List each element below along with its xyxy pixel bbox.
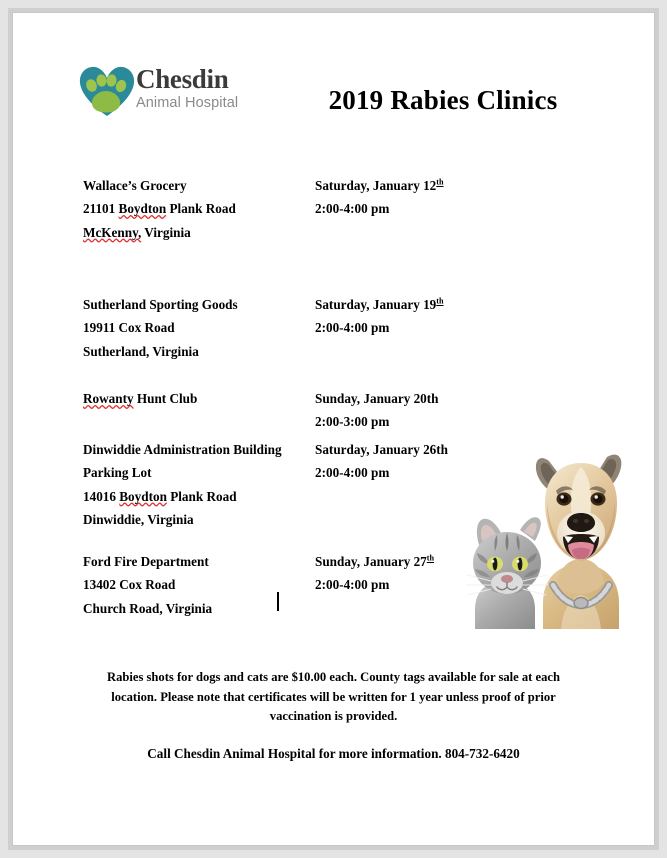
clinic-time: 2:00-4:00 pm — [315, 320, 390, 336]
date-ordinal-suffix: th — [426, 553, 435, 563]
clinic-schedule — [315, 293, 545, 340]
logo-subtitle-text: Animal Hospital — [136, 95, 239, 111]
clinic-location-line: Parking Lot — [83, 465, 152, 481]
clinic-schedule — [315, 174, 545, 221]
logo-name-text: Chesdin — [136, 64, 229, 94]
clinic-location — [83, 293, 323, 363]
clinic-time: 2:00-3:00 pm — [315, 414, 390, 430]
date-ordinal-suffix: th — [436, 177, 444, 187]
clinic-date: Sunday, January 20th — [315, 391, 439, 406]
clinic-date: Sunday, January 27th — [315, 553, 435, 569]
clinic-location — [83, 174, 323, 244]
clinic-date: Saturday, January 19th — [315, 296, 444, 312]
spellcheck-word: McKenny, — [83, 224, 142, 240]
clinic-location — [83, 550, 323, 620]
clinic-schedule — [315, 387, 545, 434]
spellcheck-word: Boydton — [119, 488, 167, 504]
clinic-time: 2:00-4:00 pm — [315, 201, 390, 217]
clinic-location-line: Sutherland Sporting Goods — [83, 297, 238, 312]
clinic-time: 2:00-4:00 pm — [315, 465, 390, 481]
clinic-location-line: McKenny, Virginia — [83, 224, 191, 240]
clinic-location-line: Dinwiddie Administration Building — [83, 442, 282, 457]
clinic-location-line: Church Road, Virginia — [83, 600, 213, 616]
clinic-location-line: 14016 Boydton Plank Road — [83, 488, 237, 504]
heart-paw-logo-icon — [78, 63, 136, 118]
clinic-date: Saturday, January 26th — [315, 442, 449, 457]
clinic-time: 2:00-4:00 pm — [315, 577, 390, 593]
clinic-location-line: Ford Fire Department — [83, 554, 209, 569]
clinic-location-line: 21101 Boydton Plank Road — [83, 201, 236, 217]
spellcheck-word: Rowanty — [83, 391, 134, 406]
clinic-location-line: 13402 Cox Road — [83, 577, 176, 593]
clinic-location-line: 19911 Cox Road — [83, 320, 175, 336]
text-cursor-caret — [277, 592, 279, 611]
clinic-location — [83, 438, 323, 531]
document-page — [13, 13, 654, 845]
logo-wordmark — [136, 65, 261, 111]
clinic-location-line: Sutherland, Virginia — [83, 343, 199, 359]
clinic-location-line: Wallace’s Grocery — [83, 178, 187, 193]
clinic-location-line: Dinwiddie, Virginia — [83, 511, 194, 527]
clinic-location — [83, 387, 323, 410]
page-title: 2019 Rabies Clinics — [328, 85, 558, 115]
clinic-location-line: Rowanty Hunt Club — [83, 391, 198, 406]
contact-note: Call Chesdin Animal Hospital for more information. 804-732-6420 — [147, 746, 520, 761]
pricing-note: Rabies shots for dogs and cats are $10.00 each. County tags available for sale at each location. Please note that certificates will be written for 1 year unless proof of prior vaccination is provided. — [106, 670, 561, 723]
document-header — [13, 13, 654, 133]
date-ordinal-suffix: th — [436, 296, 444, 306]
chesdin-logo — [78, 63, 258, 121]
cat-and-dog-photo — [457, 433, 640, 629]
spellcheck-word: Boydton — [118, 201, 167, 217]
clinic-date: Saturday, January 12th — [315, 177, 444, 193]
